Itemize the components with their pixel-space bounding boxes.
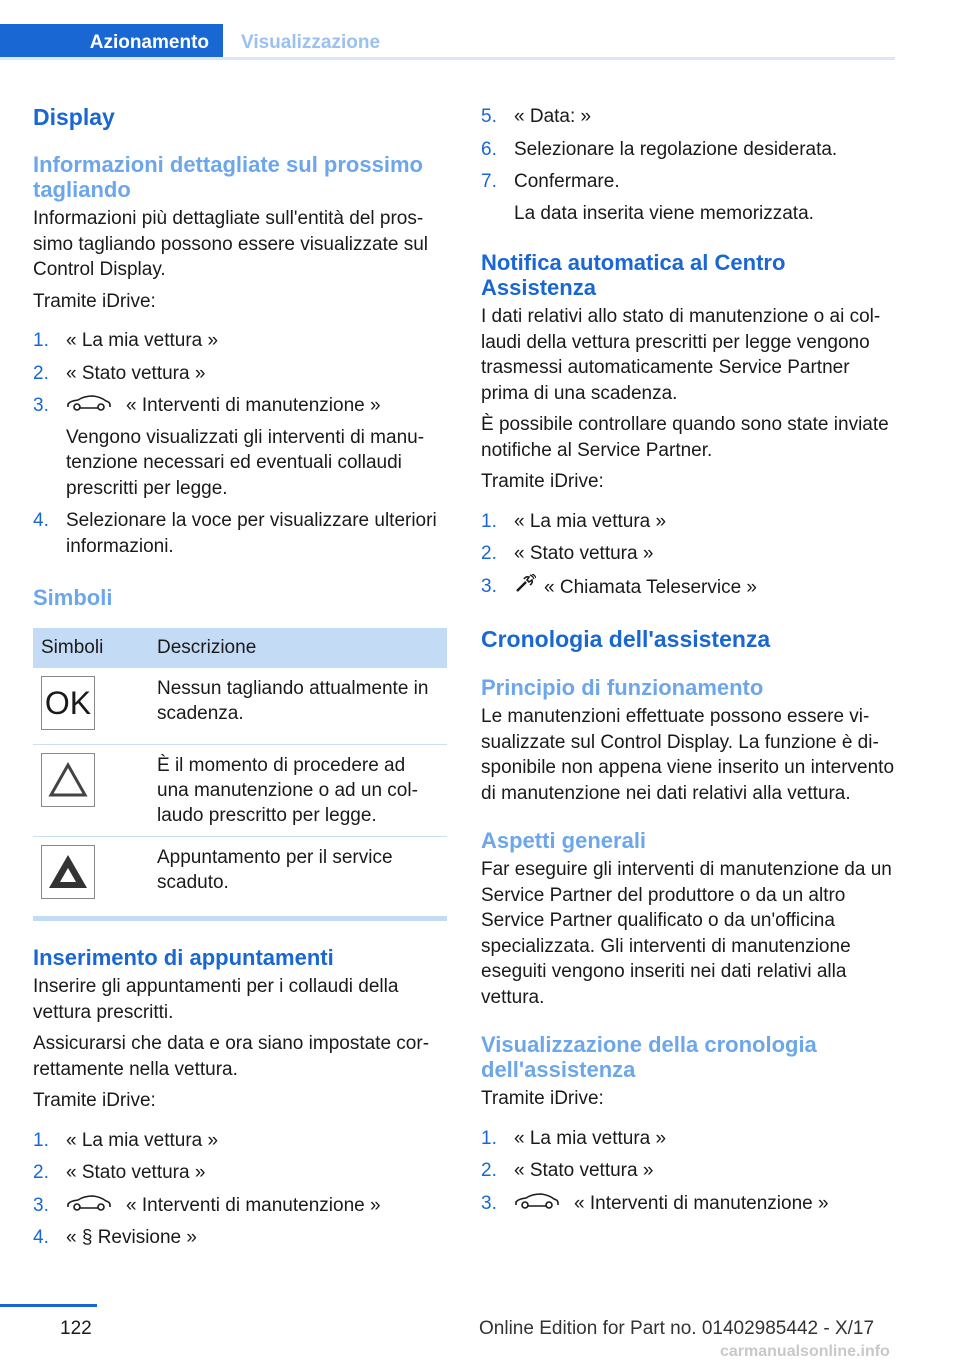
table-row <box>33 744 447 836</box>
warning-triangle-outline-icon <box>41 753 95 807</box>
step-number: 3. <box>481 1192 497 1214</box>
step-text: « La mia vettura » <box>66 1129 219 1151</box>
step-text: « La mia vettura » <box>514 510 667 532</box>
step-number: 2. <box>481 1160 497 1181</box>
general-text: Far eseguire gli interventi di manutenzione da un Service Partner del produttore o da un altro Service Partner qualificato o da un'officina specializzata. Gli interventi di manutenzione eseguiti vengono inseriti nei dati relativi alla vettura. <box>481 859 892 1008</box>
table-row <box>33 836 447 908</box>
teleservice-wrench-icon <box>514 574 536 602</box>
list-item <box>481 104 895 130</box>
car-icon <box>66 1193 112 1219</box>
symbols-table <box>33 628 447 908</box>
step-number: 4. <box>33 510 49 532</box>
idrive-label: Tramite iDrive: <box>33 1090 156 1112</box>
header-tabs <box>0 24 895 60</box>
ok-icon-text: OK <box>44 684 92 721</box>
step-text: « Chiamata Teleservice » <box>544 576 757 598</box>
step-text: « Interventi di manutenzione » <box>574 1192 829 1214</box>
appointments-text-2: Assicurarsi che data e ora siano impostate correttamente nella vettura. <box>33 1033 430 1080</box>
steps-list-1 <box>33 328 447 559</box>
principle-text: Le manutenzioni effettuate possono essere visualizzate sul Control Display. La funzione è disponibile non appena viene inserito un intervento di manutenzione nei dati relativi alla vettura. <box>481 706 895 804</box>
step-number: 3. <box>33 395 49 416</box>
step-number: 1. <box>33 1129 49 1151</box>
step-text: « Stato vettura » <box>66 362 206 384</box>
steps-list-2 <box>33 1128 447 1251</box>
step-text: « La mia vettura » <box>66 330 219 351</box>
tab-azionamento[interactable]: Azionamento <box>0 24 223 60</box>
idrive-label: Tramite iDrive: <box>481 1088 604 1109</box>
step-note: Vengono visualizzati gli interventi di manutenzione necessari ed eventuali collaudi prescritti per legge. <box>66 426 425 499</box>
description-cell: È il momento di procedere ad una manutenzione o ad un collaudo prescritto per legge. <box>149 744 447 836</box>
table-header-row <box>33 628 447 668</box>
ok-icon <box>41 676 95 730</box>
description-cell: Appuntamento per il service scaduto. <box>157 846 393 893</box>
subheading-history-display: Visualizzazione della cronologia dell'assistenza <box>481 1032 817 1082</box>
step-note: La data inserita viene memorizzata. <box>514 202 814 224</box>
step-number: 1. <box>481 510 497 532</box>
list-item <box>481 509 895 535</box>
left-column <box>33 100 447 1251</box>
list-item <box>481 169 895 226</box>
description-cell: Nessun tagliando attualmente in scadenza. <box>149 668 447 744</box>
step-text: Confermare. <box>514 171 620 192</box>
car-icon <box>66 393 112 419</box>
steps-list-4 <box>481 1126 895 1217</box>
table-bottom-rule <box>33 916 447 921</box>
tab-underline <box>0 57 895 60</box>
step-number: 2. <box>33 1162 49 1184</box>
list-item <box>481 1158 895 1184</box>
step-number: 4. <box>33 1227 49 1249</box>
step-text: « Stato vettura » <box>514 1160 654 1181</box>
step-text: « La mia vettura » <box>514 1127 667 1149</box>
tab-visualizzazione[interactable]: Visualizzazione <box>241 32 381 53</box>
list-item <box>33 1193 447 1219</box>
symbol-cell <box>33 836 149 908</box>
table-row <box>33 668 447 744</box>
list-item <box>481 137 895 163</box>
section-title-display: Display <box>33 104 115 130</box>
subheading-detailed-info: Informazioni dettagliate sul prossimo tagliando <box>33 152 423 202</box>
edition-text: Online Edition for Part no. 01402985442 - X/17 <box>479 1318 875 1339</box>
idrive-label: Tramite iDrive: <box>33 290 156 312</box>
steps-list-continued <box>481 104 895 226</box>
column-header-symbols: Simboli <box>33 628 149 668</box>
subheading-principle: Principio di funzionamento <box>481 675 764 700</box>
step-number: 7. <box>481 171 497 192</box>
list-item <box>33 361 447 387</box>
warning-triangle-filled-icon <box>41 845 95 899</box>
step-text: « Interventi di manutenzione » <box>126 395 381 416</box>
list-item <box>481 1126 895 1152</box>
list-item <box>33 508 447 559</box>
step-text: « § Revisione » <box>66 1227 197 1249</box>
footer-rule <box>0 1304 97 1307</box>
step-text: Selezionare la regolazione desiderata. <box>514 138 838 160</box>
subheading-appointments: Inserimento di appuntamenti <box>33 945 334 971</box>
subheading-symbols: Simboli <box>33 585 113 611</box>
list-item <box>481 1191 895 1217</box>
page-number: 122 <box>60 1318 92 1339</box>
right-column <box>481 100 895 1216</box>
step-number: 1. <box>33 330 49 351</box>
step-number: 5. <box>481 106 497 127</box>
watermark: carmanualsonline.info <box>720 1343 890 1360</box>
step-number: 3. <box>481 575 497 597</box>
step-number: 6. <box>481 138 497 160</box>
idrive-label: Tramite iDrive: <box>481 471 604 492</box>
notification-text-2: È possibile controllare quando sono state inviate notifiche al Service Partner. <box>481 414 889 461</box>
step-text: « Data: » <box>514 106 592 127</box>
car-icon <box>514 1191 560 1217</box>
step-number: 1. <box>481 1127 497 1149</box>
step-text: « Interventi di manutenzione » <box>126 1194 381 1216</box>
step-number: 2. <box>33 362 49 384</box>
list-item <box>33 1225 447 1251</box>
step-number: 2. <box>481 543 497 564</box>
symbol-cell <box>33 744 149 836</box>
appointments-text-1: Inserire gli appuntamenti per i collaudi della vettura prescritti. <box>33 976 399 1023</box>
symbol-cell <box>33 668 149 744</box>
step-text: « Stato vettura » <box>514 543 654 564</box>
subheading-general: Aspetti generali <box>481 828 647 853</box>
list-item <box>33 1160 447 1186</box>
step-text: Selezionare la voce per visualizzare ulteriori informazioni. <box>66 510 437 557</box>
list-item <box>33 393 447 501</box>
section-title-history: Cronologia dell'assistenza <box>481 626 771 652</box>
steps-list-3 <box>481 509 895 602</box>
notification-text-1: I dati relativi allo stato di manutenzione o ai collaudi della vettura prescritti per legge vengono trasmessi automaticamente Service Partner prima di una scadenza. <box>481 306 881 404</box>
list-item <box>33 328 447 354</box>
list-item <box>481 541 895 567</box>
detailed-info-text: Informazioni più dettagliate sull'entità del prossimo tagliando possono essere visualizzate sul Control Display. <box>33 208 428 280</box>
list-item <box>481 574 895 602</box>
step-text: « Stato vettura » <box>66 1162 206 1184</box>
column-header-description: Descrizione <box>149 628 447 668</box>
subheading-notification: Notifica automatica al Centro Assistenza <box>481 250 786 300</box>
step-number: 3. <box>33 1194 49 1216</box>
list-item <box>33 1128 447 1154</box>
